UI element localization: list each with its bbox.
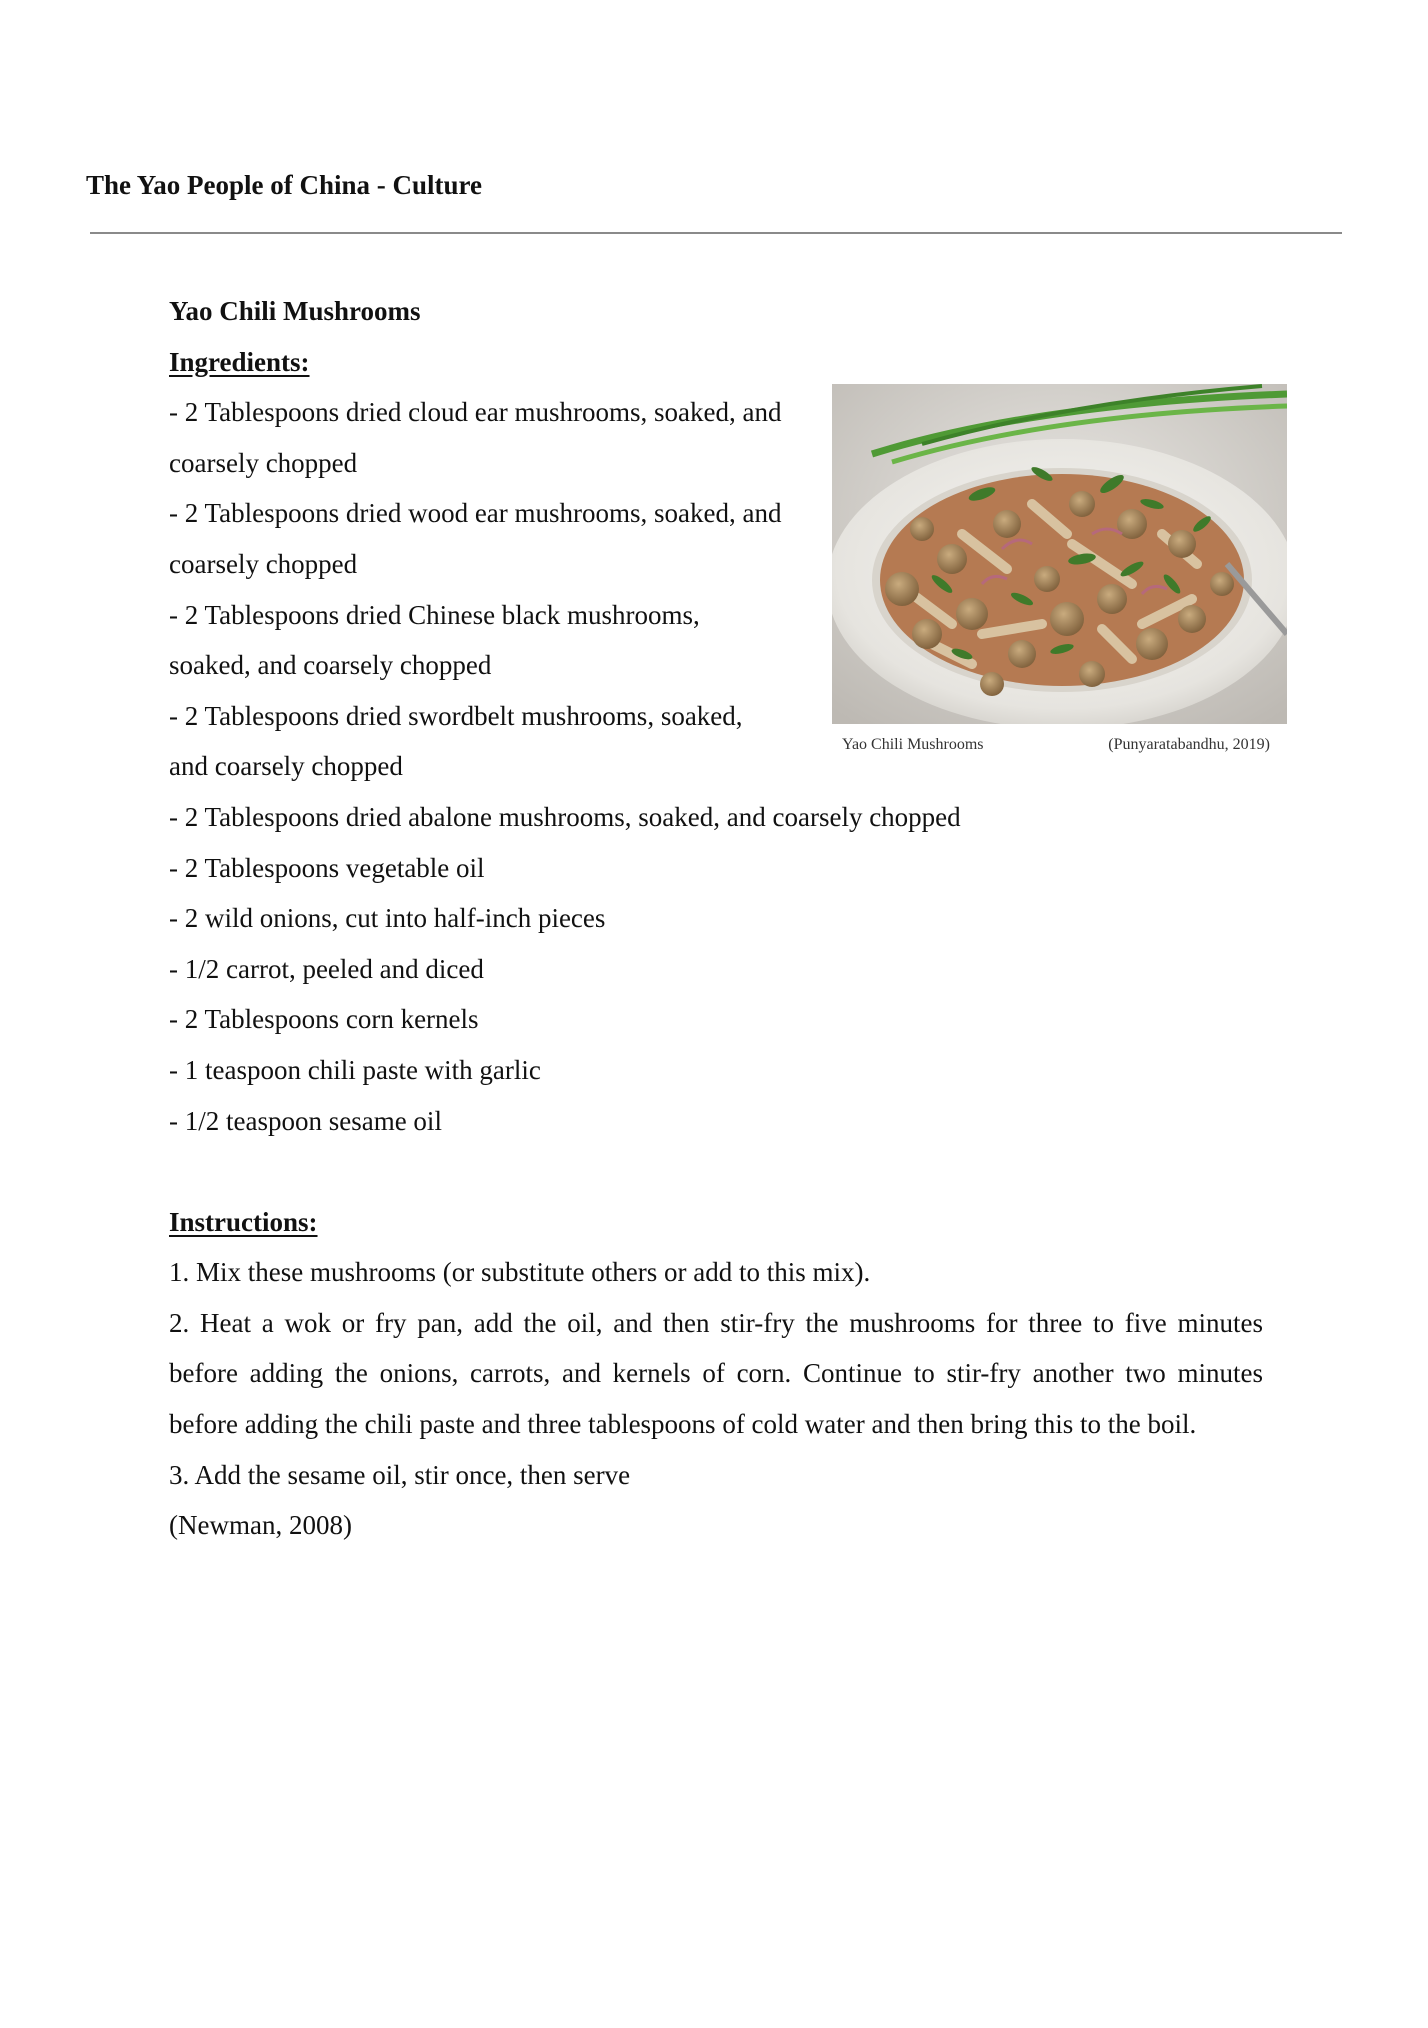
ingredient-line: - 2 Tablespoons dried Chinese black mushrooms, [169,599,700,630]
ingredient-line: coarsely chopped [169,447,358,478]
document-header-title: The Yao People of China - Culture [86,170,483,200]
header-divider [90,232,1342,234]
section-spacer [169,1146,1269,1197]
ingredient-line: coarsely chopped [169,548,358,579]
ingredient-line: - 1/2 carrot, peeled and diced [169,953,484,984]
dish-photo [832,384,1287,724]
ingredient-line: - 2 Tablespoons vegetable oil [169,852,485,883]
dish-photo-figure [832,384,1287,724]
ingredient-line: soaked, and coarsely chopped [169,650,492,681]
ingredient-line: - 1/2 teaspoon sesame oil [169,1105,442,1136]
instruction-line: 1. Mix these mushrooms (or substitute others or add to this mix). [169,1257,871,1288]
ingredient-line: - 2 Tablespoons corn kernels [169,1004,479,1035]
caption-title: Yao Chili Mushrooms [842,736,984,753]
ingredient-line: - 2 wild onions, cut into half-inch pieces [169,903,606,934]
ingredient-line: - 2 Tablespoons dried abalone mushrooms, soaked, and coarsely chopped [169,801,961,832]
ingredients-heading: Ingredients: [169,346,310,377]
citation: (Newman, 2008) [169,1510,352,1541]
instruction-line: before adding the chili paste and three tablespoons of cold water and then bring this to the boil. [169,1409,1197,1440]
instruction-line: 2. Heat a wok or fry pan, add the oil, and then stir-fry the mushrooms for three to five minutes [169,1307,1263,1338]
ingredient-line: and coarsely chopped [169,751,403,782]
instructions-heading: Instructions: [169,1206,318,1237]
ingredient-line: - 2 Tablespoons dried cloud ear mushrooms, soaked, and [169,397,782,428]
instruction-line: before adding the onions, carrots, and kernels of corn. Continue to stir-fry another two minutes [169,1358,1263,1389]
instruction-line: 3. Add the sesame oil, stir once, then serve [169,1459,631,1490]
recipe-title: Yao Chili Mushrooms [169,296,421,326]
ingredient-line: - 1 teaspoon chili paste with garlic [169,1054,541,1085]
caption-credit: (Punyaratabandhu, 2019) [1108,736,1270,753]
ingredient-line: - 2 Tablespoons dried swordbelt mushrooms, soaked, [169,700,743,731]
ingredient-line: - 2 Tablespoons dried wood ear mushrooms, soaked, and [169,498,782,529]
